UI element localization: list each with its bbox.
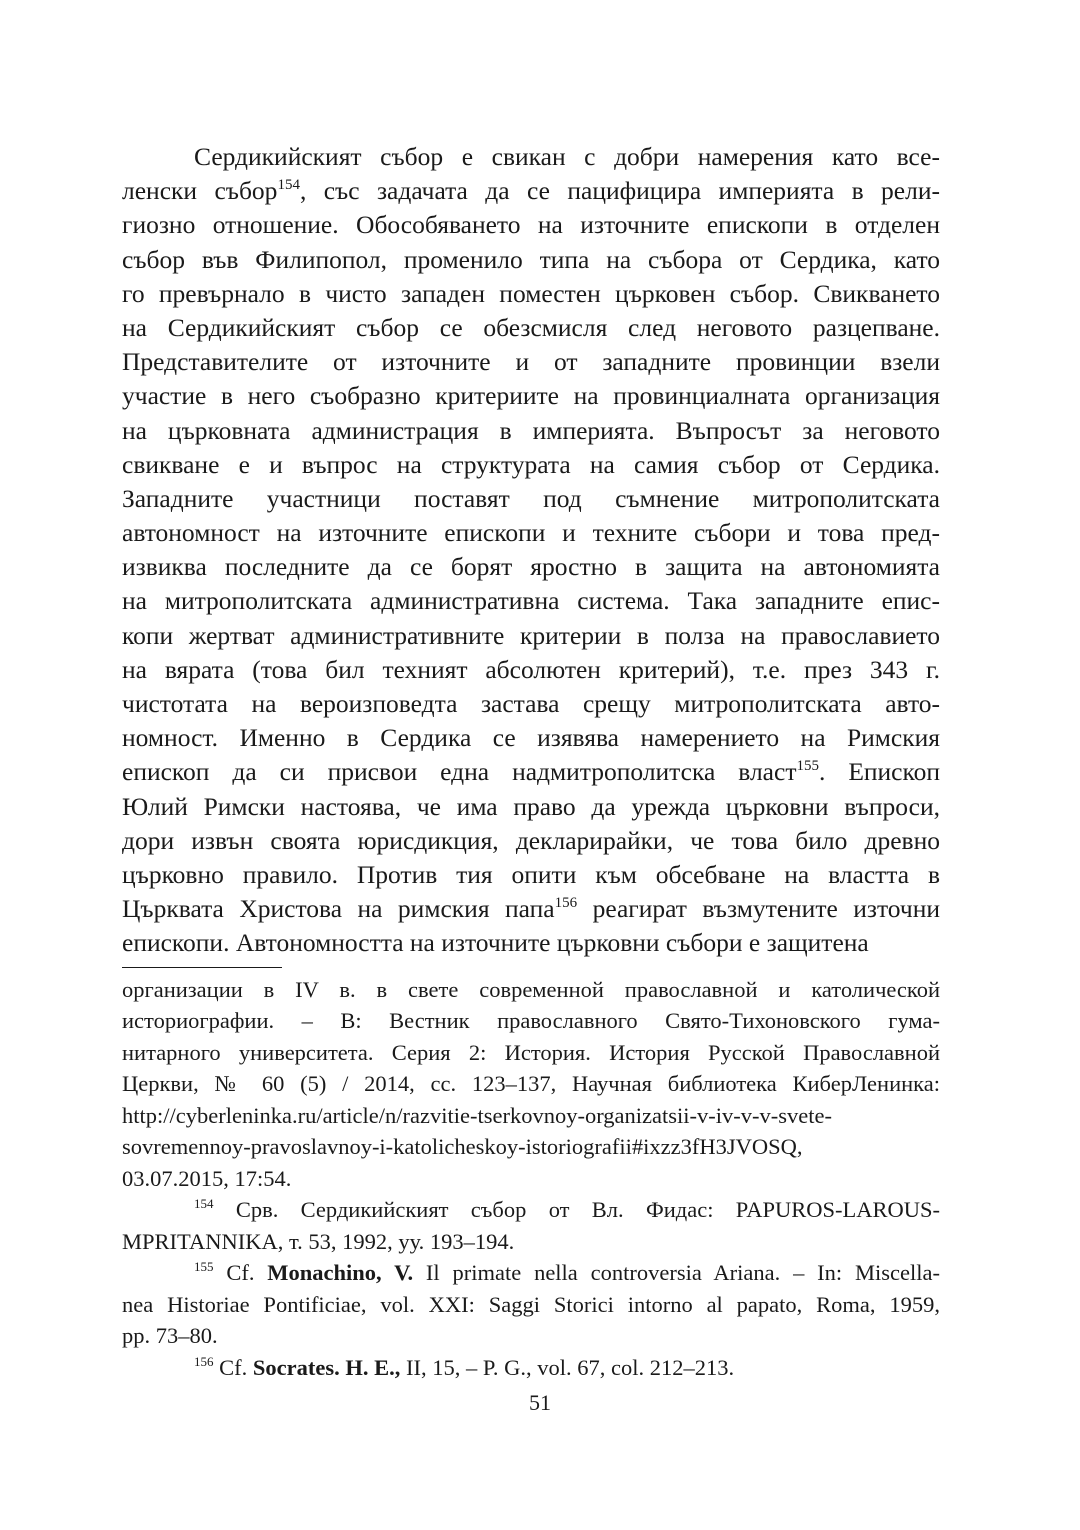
body-line (122, 755, 940, 789)
body-line (122, 516, 940, 550)
footnotes (122, 974, 940, 1384)
body-text-segment: дори извън своята юрисдикция, декларирайки, че това било древно (122, 825, 940, 855)
footnote-text: нитарного университета. Серия 2: История. История Русской Православной (122, 1039, 940, 1065)
body-line (122, 379, 940, 413)
body-line (122, 653, 940, 687)
body-line (122, 584, 940, 618)
footnote-text: sovremennoy-pravoslavnoy-i-katolicheskoy-istoriografii#ixzz3fH3JVOSQ, (122, 1134, 803, 1159)
footnote-line (122, 1005, 940, 1037)
body-text-segment: Представителите от източните и от западните провинции взели (122, 347, 940, 377)
body-text-segment: епископ да си присвои една надмитрополитска власт (122, 757, 797, 787)
body-line (122, 824, 940, 858)
body-text-segment: номност. Именно в Сердика се изявява намерението на Римския (122, 723, 940, 753)
body-text-segment: Сердикийският събор е свикан с добри намерения като все- (194, 142, 940, 171)
body-text-segment: на митрополитската административна система. Така западните епис- (122, 586, 940, 616)
body-line (122, 345, 940, 379)
footnote-line (122, 1163, 940, 1195)
body-text-segment: Църквата Христова на римския папа (122, 894, 555, 924)
footnote-line (122, 1037, 940, 1069)
body-line (122, 140, 940, 174)
footnote-text: Cf. (213, 1260, 268, 1285)
page-content (122, 140, 940, 1383)
body-text-segment: на Сердикийският събор се обезсмисля след неговото разцепване. (122, 312, 940, 342)
body-text-segment: го превърнало в чисто западен поместен църковен събор. Свикването (122, 278, 940, 308)
body-text-segment: Юлий Римски настоява, че има право да урежда църковни въпроси, (122, 791, 940, 821)
footnote-author: Monachino, V. (267, 1260, 414, 1285)
body-text-segment: църковно правило. Против тия опити към обсебване на властта в (122, 859, 940, 889)
body-text-segment: ленски събор (122, 176, 278, 206)
body-line (122, 790, 940, 824)
body-line (122, 243, 940, 277)
body-text (122, 140, 940, 961)
body-text-segment: епископи. Автономността на източните църковни събори е защитена (122, 928, 869, 958)
footnote-line (122, 1226, 940, 1258)
footnote-line (122, 1320, 940, 1352)
footnote-line (122, 1068, 940, 1100)
footnote-text: Il primate nella controversia Ariana. – In: Miscella- (413, 1260, 940, 1285)
footnote-text: Cf. (213, 1354, 253, 1380)
body-text-segment: чистотата на вероизповедта застава срещу митрополитската авто- (122, 689, 940, 718)
footnote-ref: 156 (554, 895, 578, 912)
body-line (122, 687, 940, 721)
body-text-segment: на църковната администрация в империята. Въпросът за неговото (122, 415, 940, 445)
footnote-number: 155 (194, 1259, 214, 1274)
footnote-text: Срв. Сердикийският събор от Вл. Фидас: PAPUROS-LAROUS- (213, 1197, 940, 1222)
footnote-text: историографии. – В: Вестник православного Свято-Тихоновского гума- (122, 1008, 940, 1033)
body-text-segment: извиква последните да се борят яростно в защита на автономията (122, 552, 940, 582)
body-line (122, 858, 940, 892)
footnote-separator (122, 967, 282, 968)
footnote-line (122, 1257, 940, 1289)
footnote-number: 154 (194, 1196, 214, 1211)
body-text-segment: участие в него съобразно критериите на провинциалната организация (122, 381, 940, 411)
footnote-author: Socrates. H. E., (252, 1354, 401, 1380)
footnote-text: pp. 73–80. (122, 1323, 218, 1348)
footnote-ref: 154 (277, 177, 300, 194)
footnote-number: 156 (194, 1353, 214, 1369)
body-line (122, 174, 940, 208)
body-line (122, 414, 940, 448)
body-line (122, 277, 940, 311)
body-line (122, 482, 940, 516)
body-text-segment: , със задачата да се пацифицира империята в рели- (299, 176, 940, 206)
body-line (122, 721, 940, 755)
footnote-line (122, 974, 940, 1006)
body-line (122, 448, 940, 482)
footnote-text: MPRITANNIKA, т. 53, 1992, уу. 193–194. (122, 1228, 515, 1254)
body-text-segment: Западните участници поставят под съмнение митрополитската (122, 483, 940, 513)
footnote-line (122, 1352, 940, 1384)
footnote-line (122, 1131, 940, 1163)
body-text-segment: на вярата (това бил техният абсолютен критерий), т.е. през 343 г. (122, 654, 940, 684)
body-text-segment: копи жертват административните критерии в полза на православието (122, 620, 940, 650)
page-number: 51 (529, 1390, 551, 1415)
body-line (122, 550, 940, 584)
body-text-segment: реагират възмутените източни (577, 894, 940, 924)
body-text-segment: събор във Филипопол, променило типа на събора от Сердика, като (122, 244, 940, 274)
footnote-line (122, 1100, 940, 1132)
footnote-text: http://cyberleninka.ru/article/n/razvitie-tserkovnoy-organizatsii-v-iv-v-v-svete- (122, 1102, 832, 1128)
body-line (122, 311, 940, 345)
body-line (122, 208, 940, 242)
footnote-ref: 155 (796, 758, 819, 775)
body-line (122, 892, 940, 926)
footnote-text: 03.07.2015, 17:54. (122, 1165, 292, 1191)
body-text-segment: . Епископ (818, 757, 940, 787)
body-text-segment: автономност на източните епископи и техните събори и това пред- (122, 518, 940, 548)
body-text-segment: гиозно отношение. Обособяването на източните епископи в отделен (122, 210, 940, 240)
body-text-segment: свикване е и въпрос на структурата на самия събор от Сердика. (122, 449, 940, 479)
footnote-text: II, 15, – P. G., vol. 67, col. 212–213. (400, 1354, 735, 1380)
body-line (122, 926, 940, 960)
footnote-text: nea Historiae Pontificiae, vol. XXI: Saggi Storici intorno al papato, Roma, 1959, (122, 1291, 940, 1317)
footnote-line (122, 1289, 940, 1321)
footnote-text: организации в IV в. в свете современной православной и католической (122, 976, 940, 1002)
footnote-text: Церкви, № 60 (5) / 2014, сс. 123–137, Научная библиотека КиберЛенинка: (122, 1071, 940, 1096)
body-line (122, 619, 940, 653)
footnote-line (122, 1194, 940, 1226)
